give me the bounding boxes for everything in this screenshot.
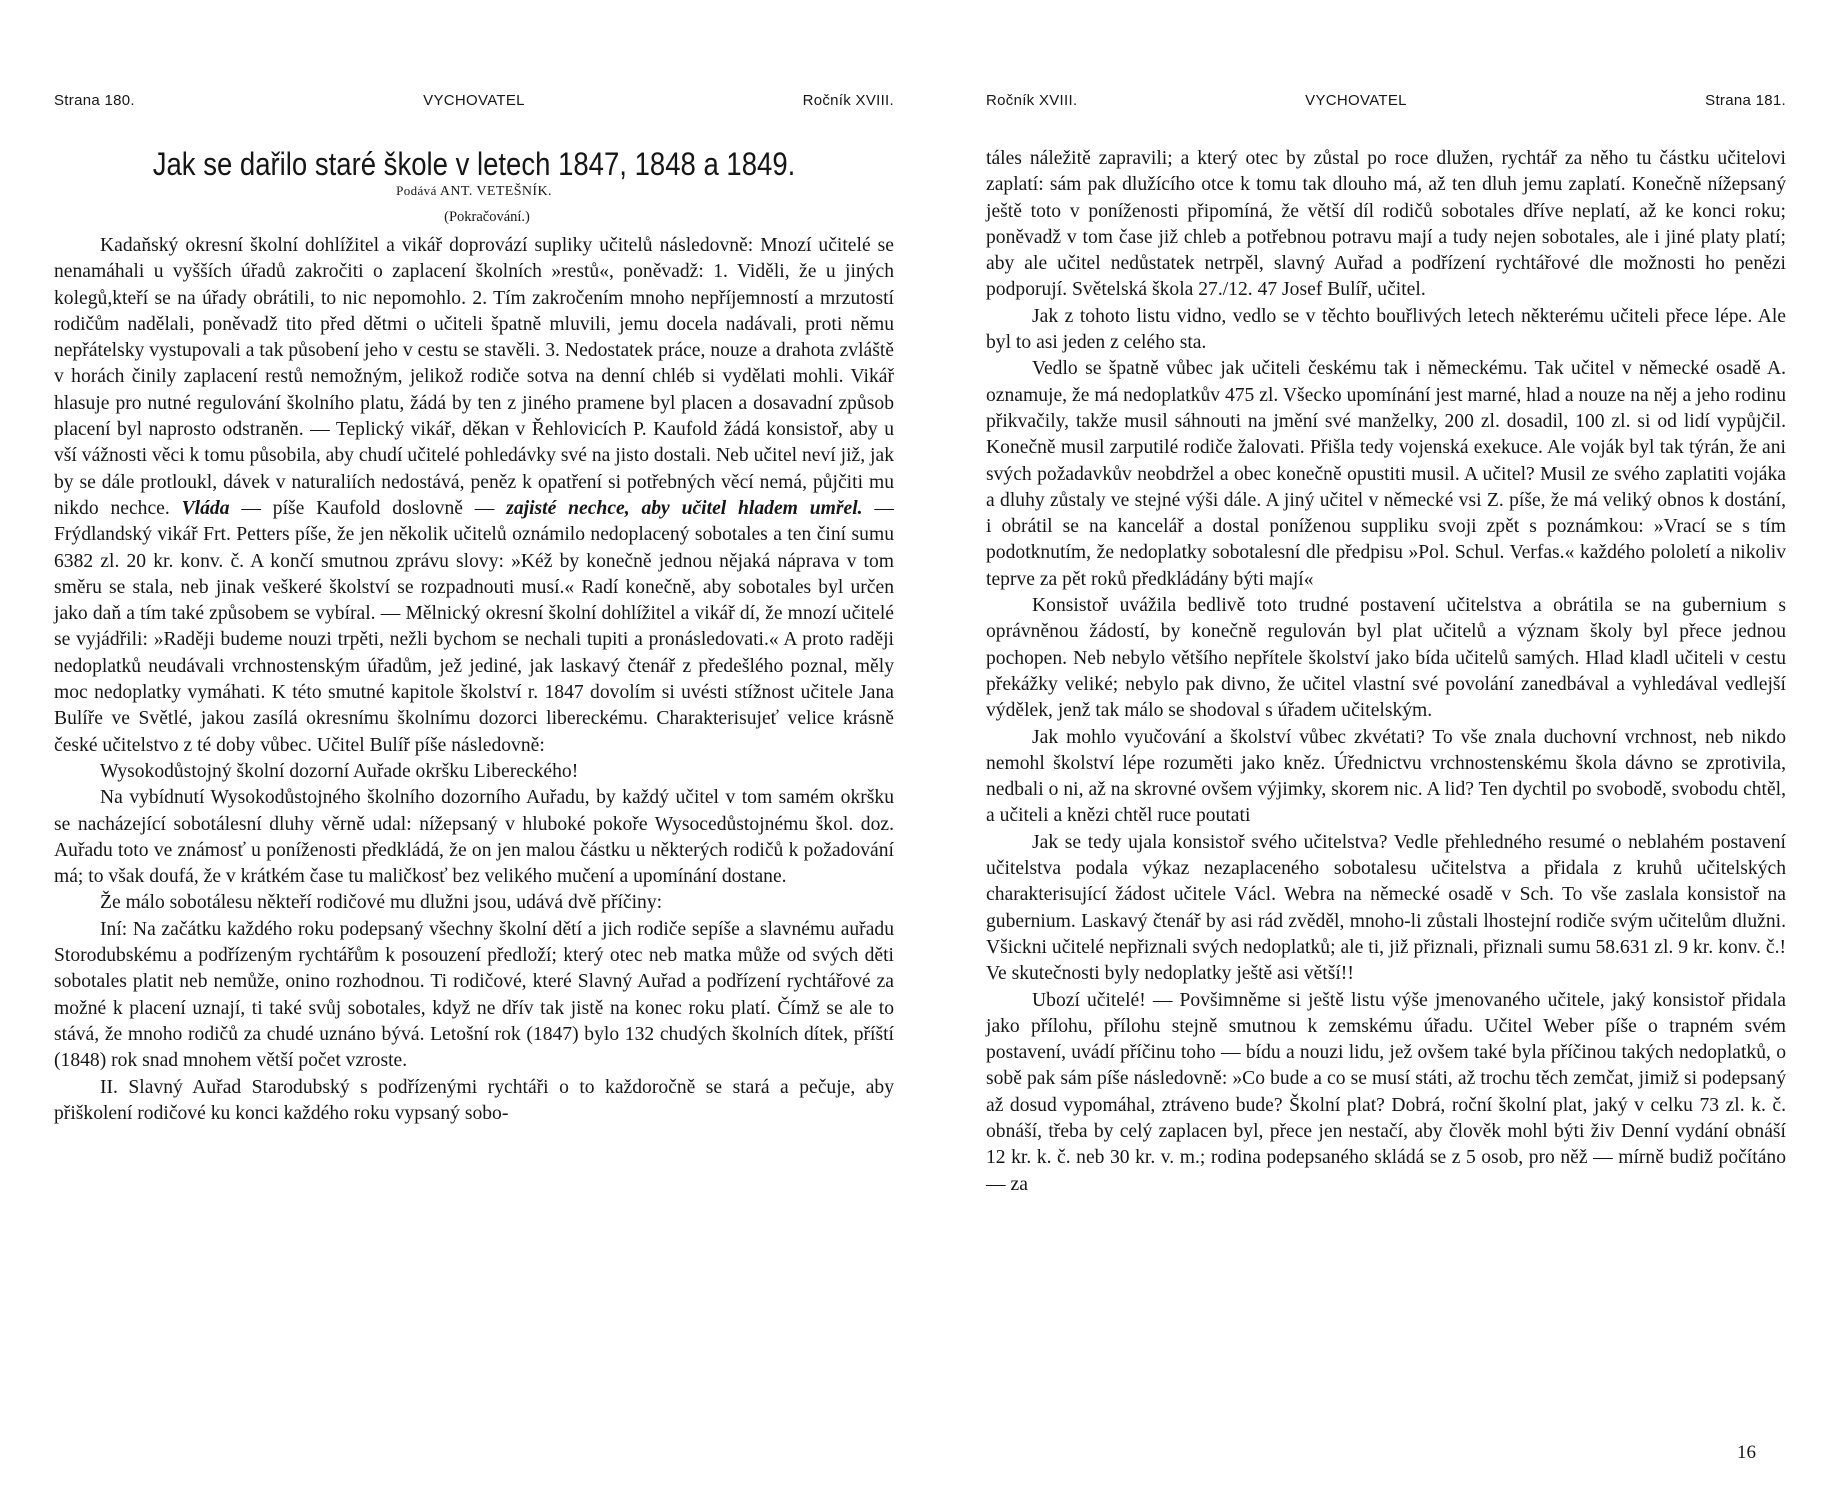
paragraph: II. Slavný Auřad Starodubský s podřízenými rychtáři o to každoročně se stará a pečuje, aby přiškolení rodičové ku konci každého roku vypsaný sobo-	[54, 1076, 894, 1124]
paragraph: Jak mohlo vyučování a školství vůbec zkvétati? To vše znala duchovní vrchnost, neb nikdo nemohl školství lépe rozuměti jako kněz. Úřednictvu vrchnostenskému škola dávno se zprotivila, nedbali o ni, až na skrovné ovšem výjimky, skorem nic. A lid? Ten dychtil po svobodě, svobodu chtěl, a učiteli a knězi chtěl ruce poutati	[986, 726, 1786, 827]
paragraph: Že málo sobotálesu někteří rodičové mu dlužni jsou, udává dvě příčiny:	[100, 892, 663, 914]
byline	[54, 183, 894, 200]
article-title: Jak se dařilo staré škole v letech 1847, 1848 a 1849.	[152, 146, 796, 182]
left-page-label: Strana 180.	[54, 92, 135, 109]
right-journal-title: VYCHOVATEL	[1305, 92, 1407, 109]
left-running-head	[54, 92, 894, 114]
paragraph: Wysokodůstojný školní dozorní Auřade okršku Libereckého!	[100, 760, 579, 782]
paragraph: Ubozí učitelé! — Povšimněme si ještě listu výše jmenovaného učitele, jaký konsistoř přidala jako přílohu, přílohu stejně smutnou k zemskému úřadu. Učitel Weber píše o trapném svém postavení, uvádí příčinu toho — bídu a nouzi lidu, jež ovšem také byla příčinou takých nedoplatků, o sobě pak sám píše následovně: »Co bude a co se musí státi, až trochu těch zemčat, jimiž si podepsaný až dosud vypomáhal, ztráveno bude? Školní plat? Dobrá, roční školní plat, jaký v celku 73 zl. k. č. obnáší, třeba by celý zaplacen byl, přece jen nestačí, aby člověk mohl býti živ Denní vydání obnáší 12 kr. k. č. neb 30 kr. v. m.; rodina podepsaného skládá se z 5 osob, pro něž — mírně budiž počítáno — za	[986, 989, 1786, 1195]
right-page-label: Strana 181.	[1705, 92, 1786, 109]
left-page	[54, 0, 894, 1500]
paragraph: Na vybídnutí Wysokodůstojného školního dozorního Auřadu, by každý učitel v tom samém okršku se nacházející sobotálesní dluhy věrně udal: nížepsaný v hluboké pokoře Wysocedůstojnému škol. doz. Auřadu toto ve známosť u poníženosti předkládá, že on jen malou částku u některých rodičů k požadování má; to však doufá, že v krátkém čase tu maličkosť bez velikého mučení a upomínání dostane.	[54, 787, 894, 888]
paragraph: Konsistoř uvážila bedlivě toto trudné postavení učitelstva a obrátila se na gubernium s oprávněnou žádostí, by konečně regulován byl plat učitelů a význam školy byl přece jednou pochopen. Neb nebylo většího nepřítele školství jako bída učitelů samých. Hlad kladl učiteli v cestu překážky veliké; nebylo pak divno, že učitel vlastní své povolání zanedbával a vyhledával vedlejší výdělek, jenž tak málo se shodoval s úřadem učitelským.	[986, 595, 1786, 722]
right-page	[986, 0, 1786, 1500]
continuation-note: (Pokračování.)	[444, 209, 530, 225]
emphasis-text: Vláda	[181, 497, 230, 519]
byline-author: ANT. VETEŠNÍK.	[439, 184, 552, 199]
right-running-head	[986, 92, 1786, 114]
paragraph: Iní: Na začátku každého roku podepsaný všechny školní dětí a jich rodiče sepíše a slavnému auřadu Storodubskému a podřízeným rychtářům k posouzení předloží; který otec neb matka může od svých děti sobotales platit neb nemůže, onino rozhodnou. Ti rodičové, které Slavný Auřad a podřízení rychtářové za možné k placení uznají, ti také svůj sobotales, když ne dřív tak jistě na konec roku platí. Čímž se ale to stává, že mnoho rodičů za chudé uznáno bývá. Letošní rok (1847) bylo 132 chudých školních dítek, příští (1848) rok snad mnohem větší počet vzroste.	[54, 918, 894, 1072]
left-volume: Ročník XVIII.	[802, 92, 894, 109]
right-volume: Ročník XVIII.	[986, 92, 1078, 109]
paragraph: táles náležitě zapravili; a který otec by zůstal po roce dlužen, rychtář za něho tu částku učitelovi zaplatí: sám pak dlužícího otce k tomu tak dlouho má, až ten dluh jemu zaplatí. Konečně nížepsaný ještě toto v poníženosti připomíná, že větší díl rodičů sobotales dříve neplatí, až ke konci roku; poněvadž v tom čase již chleb a potřebnou potravu mají a tudy nejen sobotales, ale i jiné platy platí; aby ale učitel nedůstatek netrpěl, slavný Auřad a podřízení rychtářové dle možnosti ho penězi podporují. Světelská škola 27./12. 47 Josef Bulíř, učitel.	[986, 148, 1786, 301]
paragraph: Jak se tedy ujala konsistoř svého učitelstva? Vedle přehledného resumé o neblahém postavení učitelstva podala výkaz nezaplaceného sobotalesu učitelstva a přidala z kruhů učitelských charakterisující žádost učitele Václ. Webra na německé osadě v Sch. To vše zaslala konsistoř na gubernium. Laskavý čtenář by asi rád zvěděl, mnoho-li zůstali lhostejní rodiče svým učitelům dlužni. Všickni učitelé nepřiznali svých nedoplatků; ale ti, již přiznali, přiznali sumu 58.631 zl. 9 kr. konv. č.! Ve skutečnosti byly nedoplatky ještě asi větší!!	[986, 831, 1786, 985]
byline-prefix: Podává	[396, 183, 437, 198]
right-body-text	[986, 146, 1786, 1198]
left-journal-title: VYCHOVATEL	[423, 92, 525, 109]
paragraph: Vedlo se špatně vůbec jak učiteli českému tak i německému. Tak učitel v německé osadě A. oznamuje, že má nedoplatkův 475 zl. Všecko upomínání jest marné, hlad a nouze na něj a jeho rodinu přikvačily, takže musil sáhnouti na jmění své manželky, 200 zl. dosadil, 100 zl. si od lidí vypůjčil. Konečně musil zarputilé rodiče žalovati. Přišla tedy vojenská exekuce. Ale voják byl tak týrán, že ani svých požadavkův neobdržel a obec konečně opustiti musil. A učitel? Musil ze svého zaplatiti vojáka a dluhy zůstaly ve stejné výši dále. A jiný učitel v německé vsi Z. píše, že má veliký obnos k dostání, i obrátil se na kancelář a dostal poníženou suppliku svoji zpět s poznámkou: »Vrací se s tím podotknutím, že nedoplatky sobotalesní dle předpisu »Pol. Schul. Verfas.« každého pololetí a nikoliv teprve za pět roků předkládány býti mají«	[986, 358, 1786, 590]
paragraph: Jak z tohoto listu vidno, vedlo se v těchto bouřlivých letech některému učiteli přece lépe. Ale byl to asi jeden z celého sta.	[986, 305, 1786, 354]
left-body-text	[54, 233, 894, 1127]
page-number: 16	[1737, 1442, 1756, 1463]
paragraph: Kadaňský okresní školní dohlížitel a vikář doprovází supliky učitelů následovně: Mnozí učitelé se nenamáhali u vyšších úřadů zakročiti o zaplacení školních »restů«, poněvadž: 1. Viděli, že u jiných kolegů,kteří se na úřady obrátili, to nic nepomohlo. 2. Tím zakročením mnoho nepříjemností a mrzutostí rodičům nadělali, poněvadž tito před dětmi o učiteli špatně mluvili, jemu docela nadávali, proti němu nepřátelsky vystupovali a tak působení jeho v cestu se stavěli. 3. Nedostatek práce, nouze a drahota zvláště v horách činily zaplacení restů nemožným, jelikož rodiče sotva na denní chléb si vydělati mohli. Vikář hlasuje pro nutné regulování školního platu, žádá by ten z jiného pramene byl placen a dosavadní způsob placení byl naprosto odstraněn. — Teplický vikář, děkan v Řehlovicích P. Kaufold žádá konsistoř, aby u vší vážnosti věci k tomu působila, aby chudí učitelé pohledávky své na jisto dostali. Neb učitel neví již, jak by se dále protloukl, dávek v naturaliích nedostává, peněz k opatření si potřebných věcí nemá, půjčiti mu nikdo nechce. Vláda — píše Kaufold doslovně — zajisté nechce, aby učitel hladem umřel. — Frýdlandský vikář Frt. Petters píše, že jen několik učitelů oznámilo nedoplacený sobotales a ten činí sumu 6382 zl. 20 kr. konv. č. A končí smutnou zprávu slovy: »Kéž by konečně jednou nějaká náprava v tom směru se stala, neb jinak veškeré školství se rozpadnouti musí.« Radí konečně, aby sobotales byl určen jako daň a tím také způsobem se vybíral. — Mělnický okresní školní dohlížitel a vikář dí, že mnozí učitelé se vyjádřili: »Raději budeme nouzi trpěti, nežli bychom se nechali tupiti a pronásledovati.« A proto raději nedoplatků neudávali vrchnostenským úřadům, jež jediné, jak laskavý čtenář z předešlého poznal, měly moc nedoplatky vymáhati. K této smutné kapitole školství r. 1847 dovolím si uvésti stížnost učitele Jana Bulíře ve Světlé, jakou zasílá okresnímu školnímu dozorci libereckému. Charakterisujeť velice krásně české učitelstvo z té doby vůbec. Učitel Bulíř píše následovně:	[54, 235, 894, 756]
emphasis-text: zajisté nechce, aby učitel hladem umřel.	[506, 497, 863, 519]
